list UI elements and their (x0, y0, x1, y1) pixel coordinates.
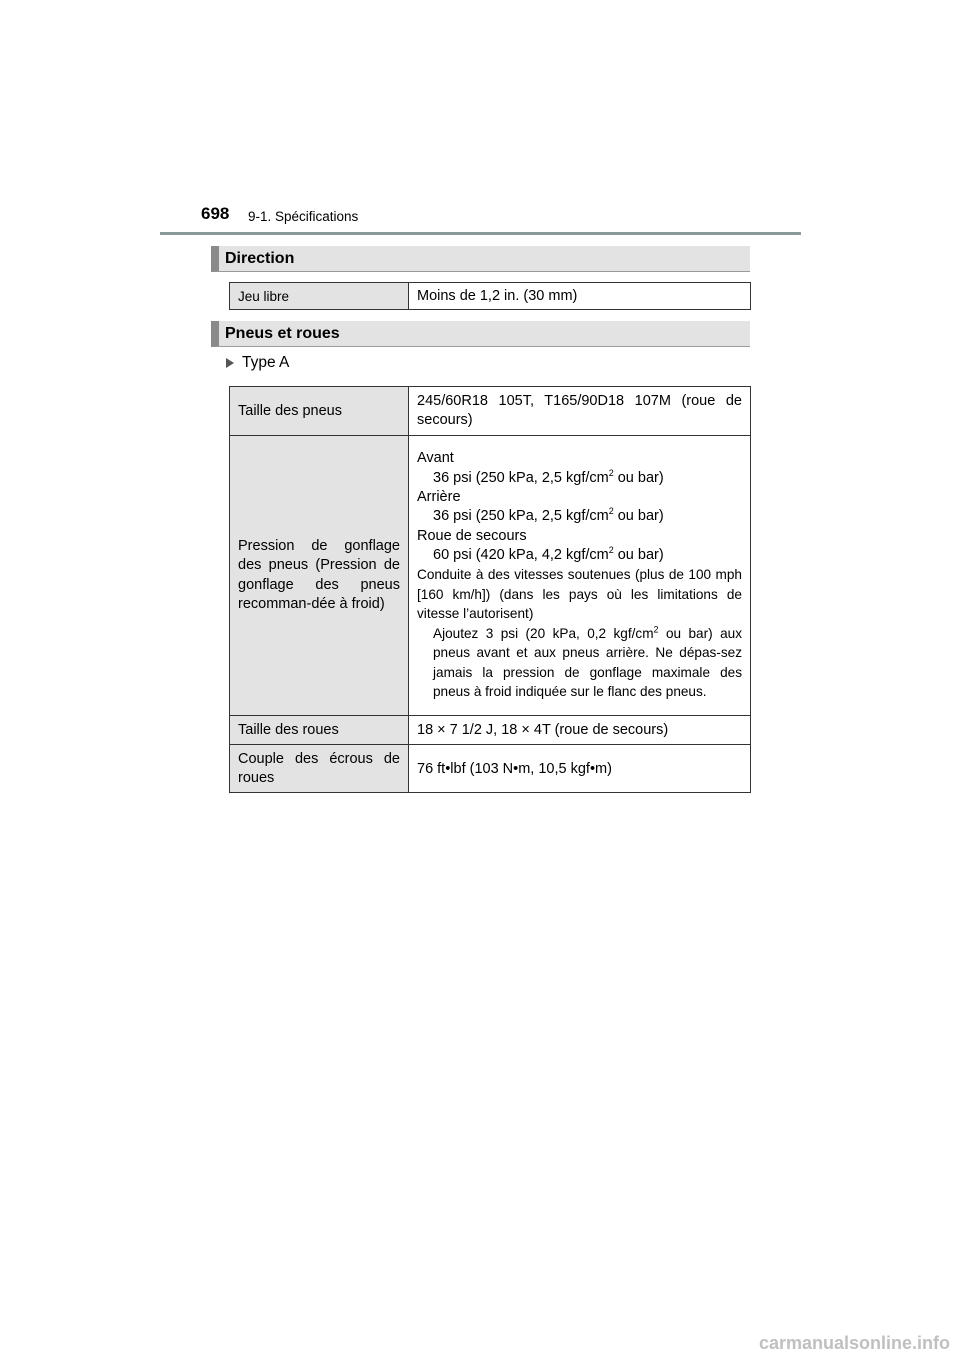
section-tires (211, 321, 750, 347)
wheel-size-value: 18 × 7 1/2 J, 18 × 4T (roue de secours) (409, 716, 751, 745)
page-number: 698 (201, 204, 230, 223)
table-row (230, 745, 751, 793)
free-play-value: Moins de 1,2 in. (30 mm) (409, 283, 751, 310)
type-a-label: Type A (242, 354, 290, 371)
spare-value: 60 psi (420 kPa, 4,2 kgf/$cm^2$ ou bar) (433, 545, 664, 563)
sustained-speed-note: Conduite à des vitesses soutenues (plus de 100 mph [160 km/h]) (dans les pays où les limitations de vitesse l’autorisent) (417, 567, 742, 622)
rear-label: Arrière (417, 488, 461, 505)
table-row (230, 716, 751, 745)
wheel-size-label: Taille des roues (230, 716, 409, 745)
torque-label: Couple des écrous de roues (230, 745, 409, 793)
tire-size-value: 245/60R18 105T, T165/90D18 107M (roue de secours) (409, 387, 751, 436)
table-row (230, 387, 751, 436)
tire-size-label: Taille des pneus (230, 387, 409, 436)
table-row (230, 436, 751, 716)
triangle-bullet-icon (226, 358, 234, 368)
torque-value: 76 ft•lbf (103 N•m, 10,5 kgf•m) (409, 745, 751, 793)
pressure-cell (409, 436, 751, 716)
tires-table (229, 386, 751, 793)
spare-label: Roue de secours (417, 527, 527, 544)
watermark: carmanualsonline.info (758, 1333, 950, 1353)
front-label: Avant (417, 450, 454, 467)
direction-table (229, 282, 751, 310)
section-tires-title: Pneus et roues (225, 325, 340, 342)
free-play-label: Jeu libre (230, 283, 409, 310)
section-direction (211, 246, 750, 272)
sustained-speed-value: Ajoutez 3 psi (20 kPa, 0,2 kgf/$cm^2$ ou bar) aux pneus avant et aux pneus arrière. Ne dépas-sez jamais la pression de gonflage maximale des pneus à froid indiquée sur le flanc des pneus. (433, 624, 742, 700)
table-row (230, 283, 751, 310)
pressure-label: Pression de gonflage des pneus (Pression de gonflage des pneus recomman-dée à froid) (230, 436, 409, 716)
rear-value: 36 psi (250 kPa, 2,5 kgf/$cm^2$ ou bar) (433, 506, 664, 525)
chapter-title: 9-1. Spécifications (248, 209, 359, 224)
header-rule (160, 232, 801, 235)
type-a-bullet (226, 354, 289, 372)
section-direction-title: Direction (225, 250, 295, 267)
front-value: 36 psi (250 kPa, 2,5 kgf/$cm^2$ ou bar) (433, 467, 664, 486)
